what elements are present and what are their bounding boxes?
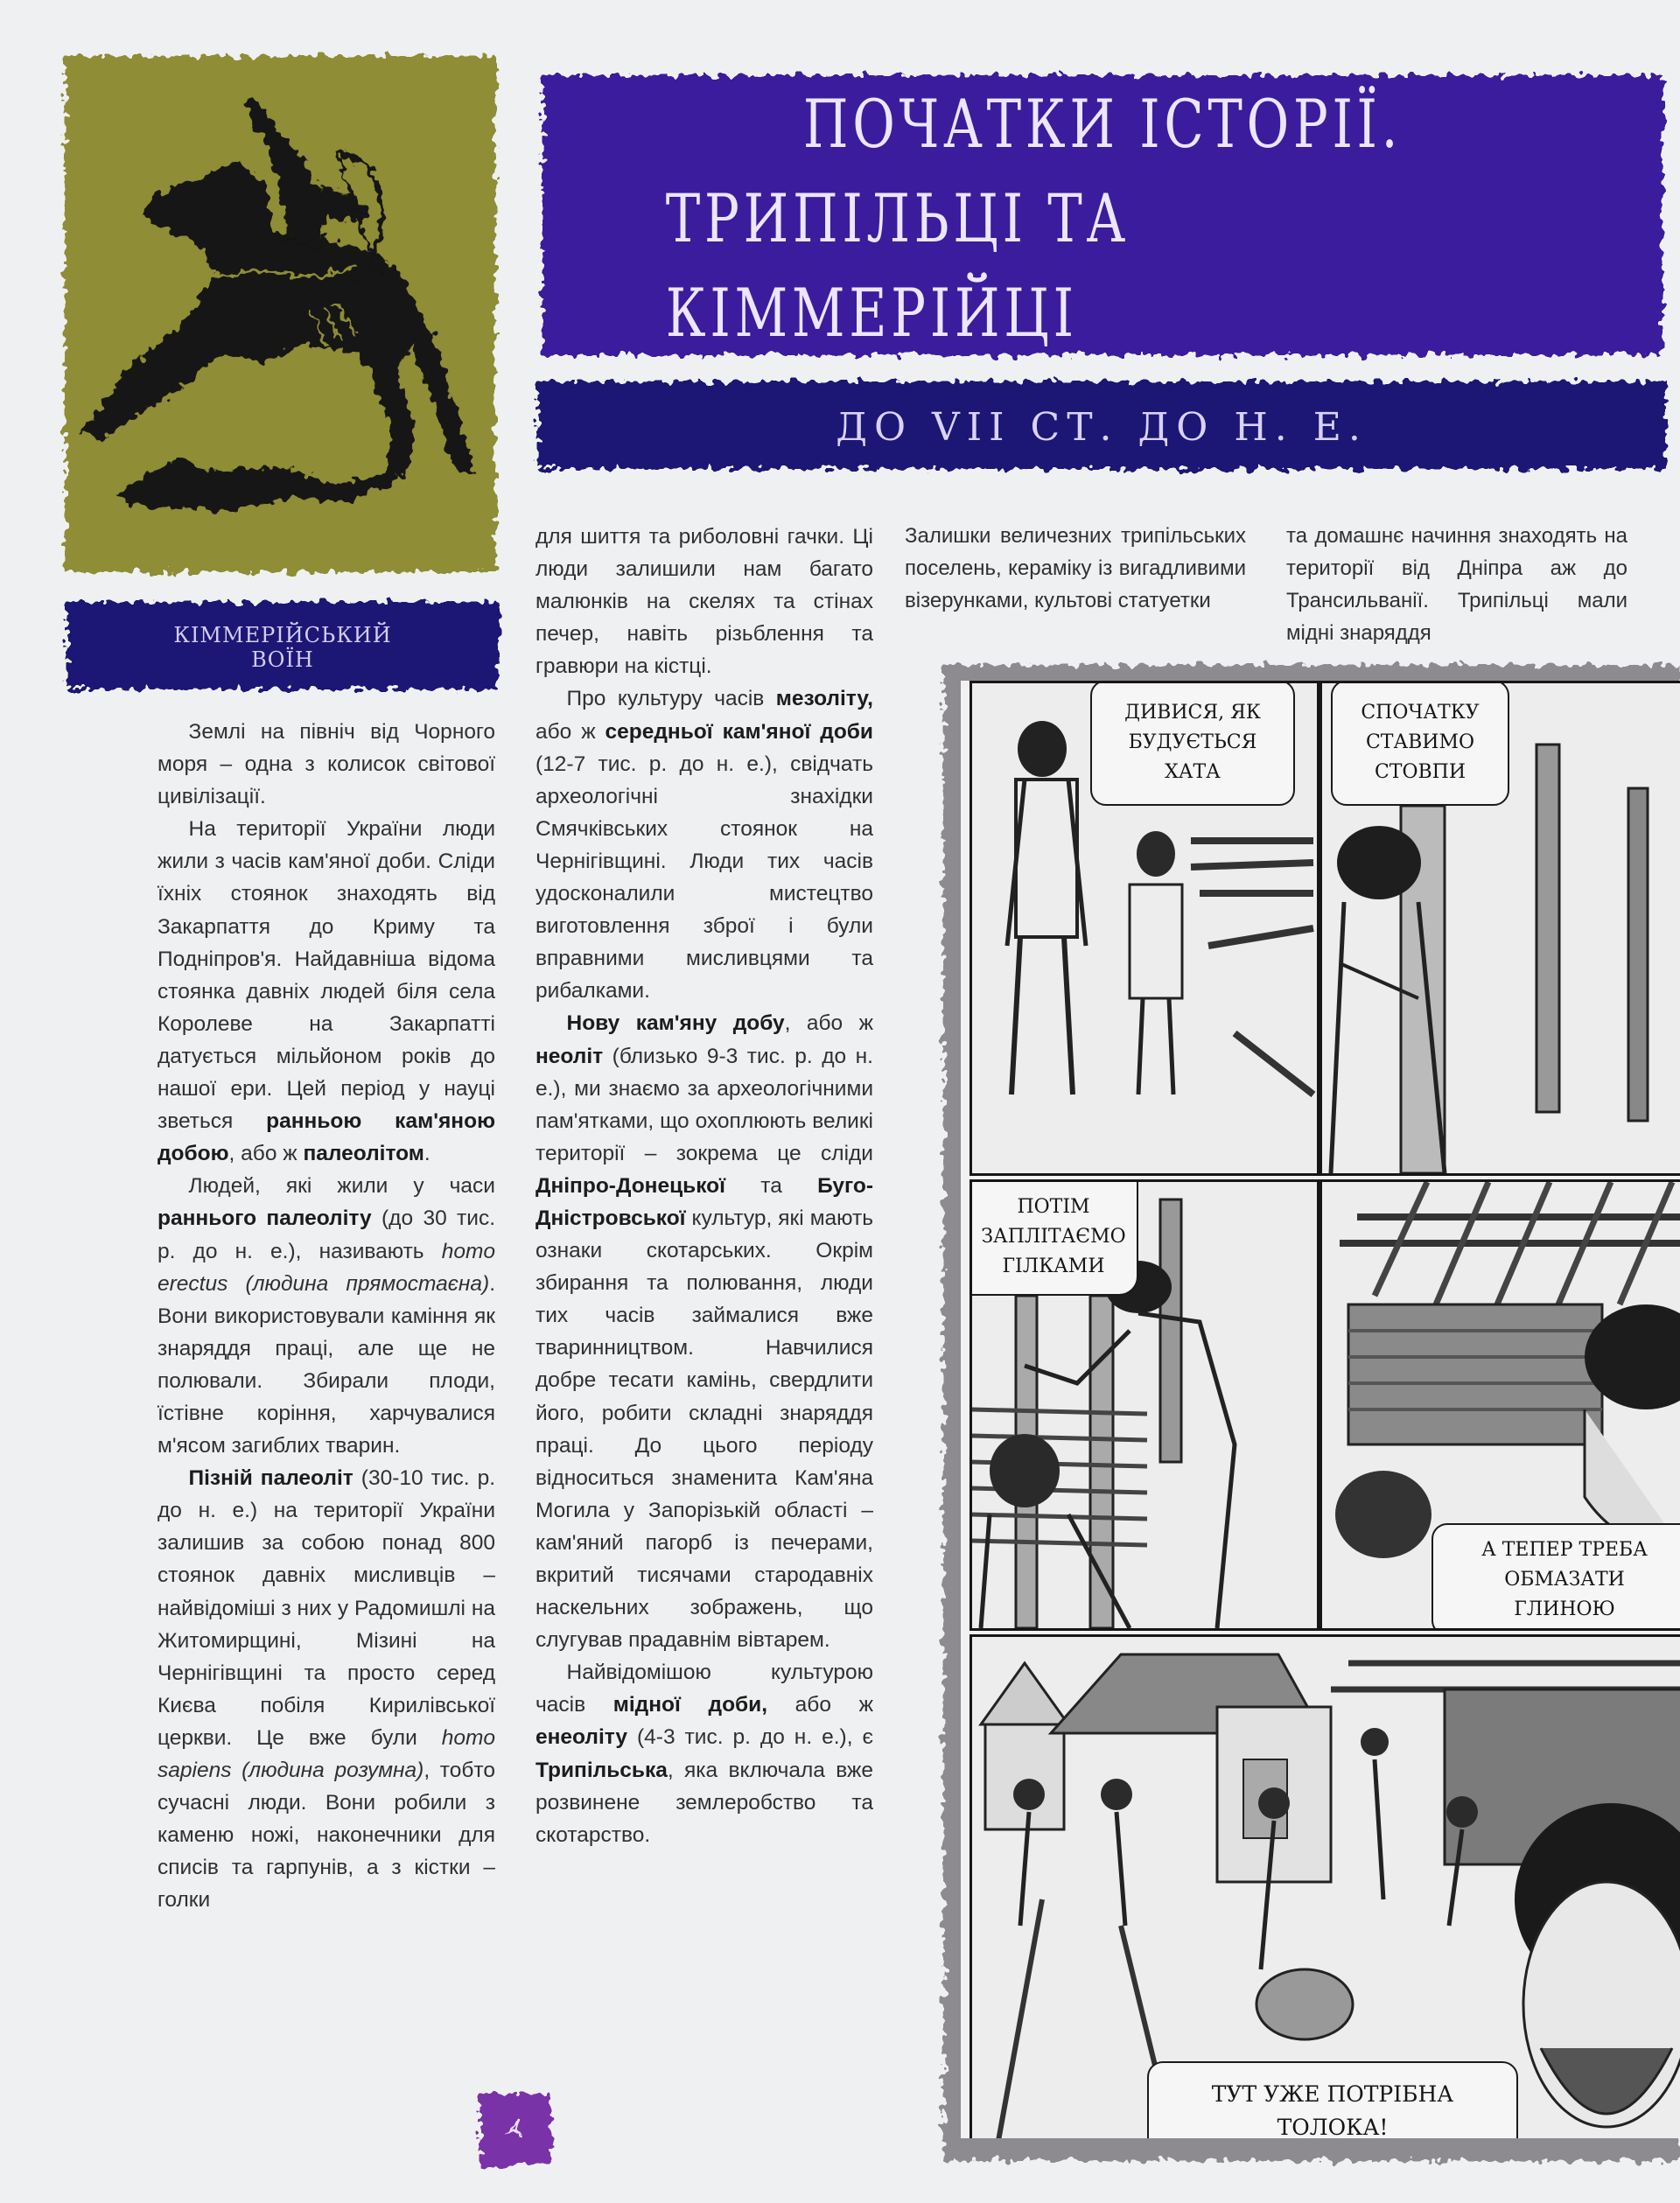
title-line-1: ПОЧАТКИ ІСТОРІЇ. [802, 85, 1403, 163]
term: Дніпро-Донецької [536, 1173, 726, 1198]
article-column-4 [1286, 520, 1628, 649]
bubble-line: СТОВПИ [1374, 761, 1466, 783]
paragraph [158, 716, 495, 813]
text: Про культуру часів [566, 687, 776, 711]
speech-bubble-2 [1331, 681, 1509, 806]
latin-term: homo erectus (людина прямостаєна) [158, 1239, 495, 1296]
text: . [424, 1142, 430, 1166]
bubble-line: БУДУЄТЬСЯ [1128, 731, 1257, 753]
text: (12-7 тис. р. до н. е.), свідчать археологічні знахідки Смячківських стоянок на Чернігівщині. Люди тих часів удосконалили мистецтво виготовлення зброї і були вправними мисливцями та рибалками. [536, 752, 873, 1004]
latin-term: homo sapiens (людина розумна) [158, 1725, 495, 1782]
bubble-line: ОБМАЗАТИ [1504, 1568, 1625, 1591]
text: (4-3 тис. р. до н. е.), є [627, 1725, 873, 1750]
text: (близько 9-3 тис. р. до н. е.), ми знаємо за археологічними пам'ятками, що охоплюють великі території – зокрема це сліди [536, 1044, 873, 1165]
text: Людей, які жили у часи [188, 1174, 495, 1199]
comic-panel-3 [970, 1179, 1320, 1631]
illustration-caption [66, 612, 499, 682]
text: Землі на північ від Чорного моря – одна з колисок світової цивілізації. [158, 720, 495, 809]
speech-bubble-5 [1147, 2061, 1518, 2138]
caption-line-2: ВОЇН [251, 647, 314, 672]
speech-bubble-4 [1432, 1523, 1680, 1631]
comic-panel-4 [1320, 1179, 1680, 1631]
term: раннього палеоліту [158, 1206, 372, 1231]
text: та домашнє начиння знаходять на території від Дніпра аж до Трансильванії. Трипільці мали мідні знаряддя [1286, 524, 1628, 645]
article-column-2 [536, 521, 873, 1851]
text: , або ж [228, 1142, 304, 1166]
bubble-line: А ТЕПЕР ТРЕБА [1481, 1538, 1648, 1561]
text: Найвідомішою культурою часів [536, 1661, 873, 1717]
text: (до 30 тис. р. до н. е.), називають [158, 1206, 496, 1263]
paragraph [536, 1007, 873, 1656]
term: мезоліту, [775, 687, 873, 711]
text: Залишки величезних трипільських поселень, кераміку із вигадливими візерунками, культові статуетки [905, 524, 1246, 612]
term: мідної доби, [612, 1693, 768, 1717]
page-subtitle: ДО VII СТ. ДО Н. Е. [836, 404, 1368, 450]
text: культур, які мають ознаки скотарських. Окрім збирання та полювання, люди тих часів займалися вже тваринництвом. Навчилися добре тесати камінь, свердлити його, робити складні знаряддя праці. До цього періоду відноситься знаменита Кам'яна Могила у Запорізькій області – кам'яний пагорб із печерами, вкритий тисячами стародавніх наскельних зображень, що слугував прадавнім вівтарем. [536, 1206, 873, 1653]
caption-line-1: КІММЕРІЙСЬКИЙ [173, 623, 392, 647]
term: неоліт [536, 1044, 604, 1068]
text: або ж [536, 719, 606, 744]
horseman-archer-icon [65, 56, 495, 572]
paragraph [158, 1170, 495, 1462]
term: Буго-Дністровської [536, 1173, 873, 1230]
term: Пізній палеоліт [188, 1466, 354, 1491]
paragraph [905, 520, 1246, 617]
text: На території України люди жили з часів кам'яної доби. Сліди їхніх стоянок знаходять від Закарпаття до Криму та Подніпров'я. Найдавніша відома стоянка давніх людей біля села Королеве на Закарпатті датується мільйоном років до нашої ери. Цей період у науці зветься [158, 817, 495, 1134]
text: (30-10 тис. р. до н. е.) на території України залишив за собою понад 800 стоянок давніх мисливців – найвідоміші з них у Радомишлі на Житомирщині, Мізині на Чернігівщині та просто серед Києва побіля Кирилівської церкви. Це вже були [158, 1466, 495, 1750]
paragraph [1286, 520, 1628, 649]
comic-panel-2 [1320, 681, 1680, 1176]
bubble-line: ХАТА [1165, 761, 1221, 783]
page-title [665, 85, 1539, 352]
cimmerian-warrior-illustration [65, 56, 495, 572]
title-line-2: ТРИПІЛЬЦІ ТА КІММЕРІЙЦІ [665, 179, 1130, 352]
text: , або ж [784, 1011, 873, 1036]
bubble-line: ТОЛОКА! [1277, 2115, 1389, 2138]
article-column-1 [158, 716, 495, 1916]
paragraph [158, 813, 495, 1170]
bubble-line: ТУТ УЖЕ ПОТРІБНА [1211, 2081, 1454, 2107]
term: ранньою кам'яною добою [158, 1109, 495, 1166]
text: , тобто сучасні люди. Вони робили з каменю ножі, наконечники для списів та гарпунів, а з кістки – голки [158, 1759, 495, 1913]
paragraph [536, 682, 873, 1007]
comic-strip [961, 681, 1680, 2138]
text: та [725, 1173, 818, 1198]
bubble-line: ДИВИСЯ, ЯК [1124, 702, 1261, 724]
text: для шиття та риболовні гачки. Ці люди залишили нам багато малюнків на скелях та стінах печер, навіть різьблення та гравюри на кістці. [536, 525, 873, 679]
term: енеоліту [536, 1725, 628, 1750]
speech-bubble-1 [1090, 681, 1295, 806]
paragraph [536, 521, 873, 682]
term: Нову кам'яну добу [566, 1011, 785, 1036]
bubble-line: ГІЛКАМИ [1002, 1255, 1105, 1277]
bubble-line: СПОЧАТКУ [1361, 702, 1480, 724]
bubble-line: ГЛИНОЮ [1514, 1598, 1615, 1620]
term: палеолітом [303, 1142, 424, 1166]
page-number [480, 2094, 551, 2165]
comic-panel-5 [970, 1634, 1680, 2138]
term: Трипільська [536, 1758, 668, 1782]
article-column-3 [905, 520, 1246, 617]
text: . Вони використовували каміння як знаряддя праці, але ще не полювали. Збирали плоди, їстівне коріння, харчувалися м'ясом загиблих тварин. [158, 1271, 495, 1458]
bubble-line: ПОТІМ [1017, 1196, 1090, 1218]
paragraph [536, 1656, 873, 1851]
page-number-text: 4 [508, 2115, 523, 2144]
paragraph [158, 1462, 495, 1916]
text: або ж [767, 1693, 873, 1717]
speech-bubble-3 [970, 1179, 1138, 1296]
term: середньої кам'яної доби [605, 719, 873, 744]
text: , яка включала вже розвинене землеробство та скотарство. [536, 1758, 873, 1847]
bubble-line: СТАВИМО [1365, 731, 1475, 753]
comic-panel-1 [970, 681, 1320, 1176]
bubble-line: ЗАПЛІТАЄМО [981, 1226, 1126, 1248]
